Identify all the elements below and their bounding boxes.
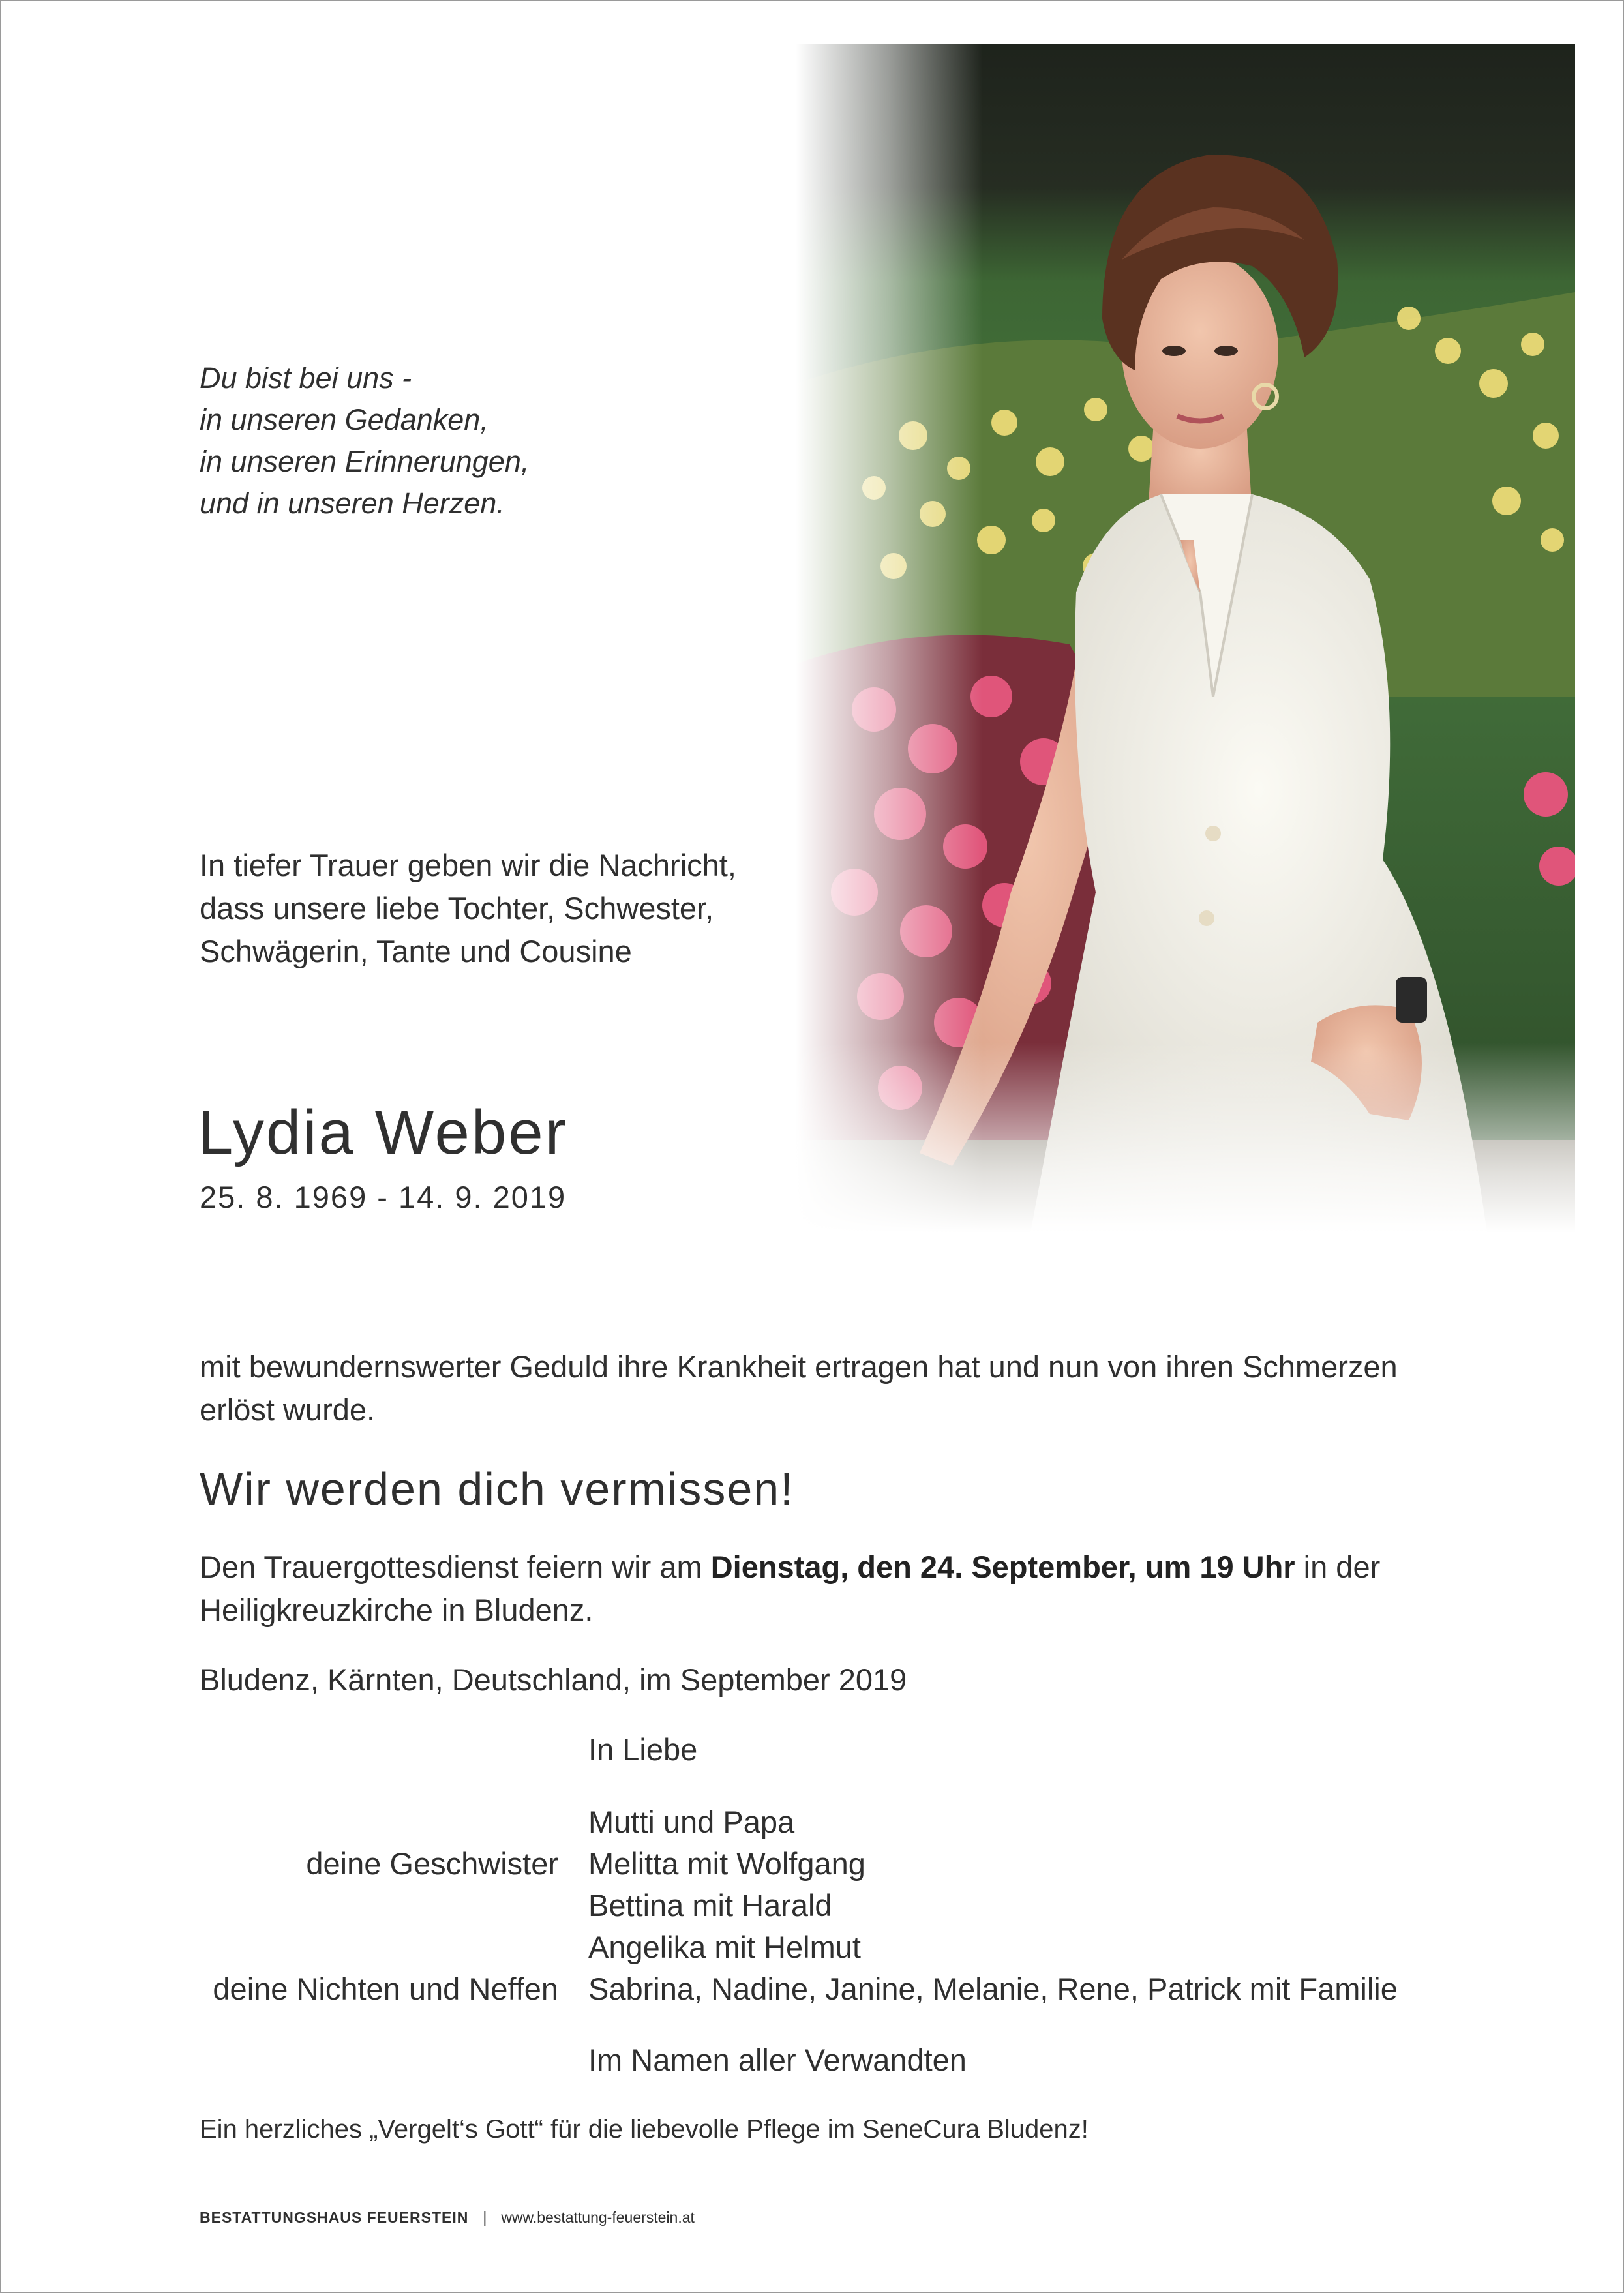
funeral-home-website[interactable]: www.bestattung-feuerstein.at [501, 2209, 695, 2226]
nieces-entry: Sabrina, Nadine, Janine, Melanie, Rene, Patrick mit Familie [588, 1971, 1398, 2006]
thanks-note: Ein herzliches „Vergelt‘s Gott“ für die liebevolle Pflege im SeneCura Bludenz! [200, 2115, 1089, 2144]
footer [200, 2204, 695, 2230]
service-info [200, 1546, 1380, 1632]
announcement-body [200, 1345, 1504, 1431]
quote-line: in unseren Gedanken, [200, 403, 489, 436]
quote-line: Du bist bei uns - [200, 361, 412, 395]
portrait-photo [796, 44, 1575, 1233]
sibling-entry: Angelika mit Helmut [588, 1930, 861, 1964]
service-prefix: Den Trauergottesdienst feiern wir am [200, 1550, 711, 1584]
deceased-name: Lydia Weber [198, 1098, 568, 1167]
quote-line: in unseren Erinnerungen, [200, 445, 530, 478]
sibling-entry: Melitta mit Wolfgang [588, 1846, 865, 1881]
nieces-label: deine Nichten und Neffen [213, 1971, 558, 2006]
quote-line: und in unseren Herzen. [200, 487, 505, 520]
intro-line: In tiefer Trauer geben wir die Nachricht, [200, 848, 736, 882]
service-suffix: in der [1295, 1550, 1381, 1584]
body-line: erlöst wurde. [200, 1392, 376, 1427]
service-line-2: Heiligkreuzkirche in Bludenz. [200, 1593, 594, 1627]
farewell-headline: Wir werden dich vermissen! [200, 1463, 794, 1514]
intro-line: Schwägerin, Tante und Cousine [200, 934, 632, 968]
sibling-entry: Bettina mit Harald [588, 1888, 832, 1923]
body-line: mit bewundernswerter Geduld ihre Krankheit ertragen hat und nun von ihren Schmerzen [200, 1349, 1398, 1384]
signature-parents: Mutti und Papa [588, 1805, 795, 1839]
announcement-intro [200, 844, 736, 973]
footer-separator: | [483, 2209, 487, 2226]
service-datetime: Dienstag, den 24. September, um 19 Uhr [710, 1550, 1295, 1584]
intro-line: dass unsere liebe Tochter, Schwester, [200, 891, 714, 925]
life-dates: 25. 8. 1969 - 14. 9. 2019 [200, 1180, 567, 1214]
memorial-quote [200, 357, 529, 524]
funeral-home-name: BESTATTUNGSHAUS FEUERSTEIN [200, 2209, 469, 2226]
place-date: Bludenz, Kärnten, Deutschland, im September 2019 [200, 1662, 907, 1697]
signature-opening: In Liebe [588, 1732, 698, 1767]
service-line-1 [200, 1546, 1380, 1589]
signature-closing: Im Namen aller Verwandten [588, 2043, 967, 2077]
siblings-label: deine Geschwister [306, 1846, 558, 1881]
